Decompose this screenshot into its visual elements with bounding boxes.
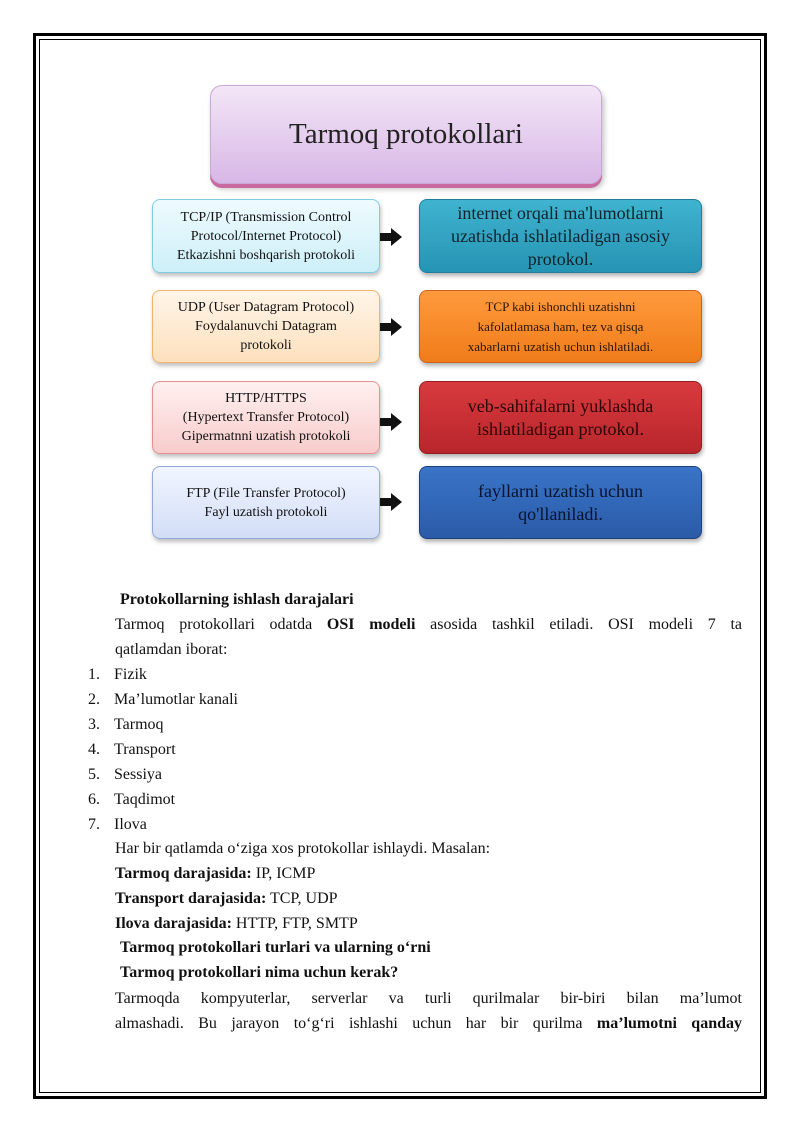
description-line: TCP kabi ishonchli uzatishni	[485, 298, 636, 314]
example-value: IP, ICMP	[251, 865, 316, 882]
list-item	[88, 712, 164, 737]
description-line: qo'llaniladi.	[518, 503, 603, 524]
description-box-http	[419, 381, 702, 454]
protocol-box-http	[152, 381, 380, 454]
description-box-tcpip	[419, 199, 702, 273]
list-item	[88, 787, 175, 812]
protocol-line: protokoli	[240, 338, 292, 353]
list-label: Ilova	[114, 816, 147, 833]
protocol-line: Fayl uzatish protokoli	[204, 504, 328, 520]
list-item	[88, 762, 162, 787]
protocol-box-ftp	[152, 466, 380, 539]
paragraph-line: Har bir qatlamda o‘ziga xos protokollar ishlaydi. Masalan:	[115, 840, 491, 857]
list-number: 5.	[88, 766, 100, 783]
arrow-right-icon	[380, 413, 402, 431]
list-label: Fizik	[114, 666, 147, 683]
example-line	[115, 861, 315, 886]
description-line: ishlatiladigan protokol.	[477, 418, 644, 439]
paragraph-line	[115, 1011, 742, 1036]
description-line: protokol.	[527, 248, 594, 269]
protocol-line: FTP (File Transfer Protocol)	[186, 485, 346, 501]
section-heading: Tarmoq protokollari turlari va ularning o‘rni	[120, 939, 431, 956]
arrow-right-icon	[380, 228, 402, 246]
example-line	[115, 886, 338, 911]
list-item	[88, 812, 147, 837]
description-line: fayllarni uzatish uchun	[478, 480, 643, 501]
diagram-title: Tarmoq protokollari	[210, 85, 602, 184]
protocol-line: HTTP/HTTPS	[225, 391, 307, 406]
example-label: Transport darajasida:	[115, 890, 267, 907]
protocol-line: TCP/IP (Transmission Control	[180, 209, 352, 225]
arrow-right-icon	[380, 318, 402, 336]
example-label: Tarmoq darajasida:	[115, 865, 252, 882]
example-value: TCP, UDP	[266, 890, 338, 907]
list-number: 1.	[88, 666, 100, 683]
list-label: Tarmoq	[114, 716, 164, 733]
text-run: Tarmoq protokollari odatda	[115, 616, 327, 633]
protocol-line: Etkazishni boshqarish protokoli	[176, 247, 356, 263]
protocol-line: Gipermatnni uzatish protokoli	[181, 429, 351, 444]
example-value: HTTP, FTP, SMTP	[231, 915, 358, 932]
example-line	[115, 911, 358, 936]
list-item	[88, 737, 176, 762]
section-heading: Tarmoq protokollari nima uchun kerak?	[120, 964, 399, 981]
text-run: almashadi. Bu jarayon to‘g‘ri ishlashi uchun har bir qurilma	[115, 1015, 597, 1032]
arrow-right-icon	[380, 493, 402, 511]
description-box-udp	[419, 290, 702, 363]
list-label: Transport	[114, 741, 176, 758]
protocol-line: (Hypertext Transfer Protocol)	[182, 410, 350, 425]
protocol-box-tcpip	[152, 199, 380, 273]
description-line: internet orqali ma'lumotlarni	[457, 202, 664, 223]
text-run-bold: ma’lumotni qanday	[596, 1015, 742, 1032]
protocol-line: Protocol/Internet Protocol)	[190, 228, 342, 244]
list-item	[88, 662, 147, 687]
description-line: veb-sahifalarni yuklashda	[467, 395, 654, 416]
list-number: 6.	[88, 791, 100, 808]
paragraph-line: Tarmoqda kompyuterlar, serverlar va turli qurilmalar bir-biri bilan ma’lumot	[115, 990, 742, 1007]
paragraph-line	[115, 612, 742, 637]
list-number: 4.	[88, 741, 100, 758]
list-item	[88, 687, 238, 712]
paragraph-line: qatlamdan iborat:	[115, 641, 228, 658]
protocol-line: Foydalanuvchi Datagram	[195, 319, 337, 334]
text-run: asosida tashkil etiladi. OSI modeli 7 ta	[415, 616, 743, 633]
description-line: xabarlarni uzatish uchun ishlatiladi.	[467, 338, 654, 354]
list-number: 3.	[88, 716, 100, 733]
section-heading: Protokollarning ishlash darajalari	[120, 591, 354, 608]
list-label: Sessiya	[114, 766, 162, 783]
list-label: Taqdimot	[114, 791, 176, 808]
text-run-bold: OSI modeli	[326, 616, 416, 633]
example-label: Ilova darajasida:	[115, 915, 232, 932]
list-number: 7.	[88, 816, 100, 833]
description-line: uzatishda ishlatiladigan asosiy	[451, 225, 670, 246]
list-number: 2.	[88, 691, 100, 708]
description-box-ftp	[419, 466, 702, 539]
protocol-box-udp	[152, 290, 380, 363]
protocol-line: UDP (User Datagram Protocol)	[177, 300, 355, 315]
description-line: kafolatlamasa ham, tez va qisqa	[477, 318, 644, 334]
list-label: Ma’lumotlar kanali	[114, 691, 238, 708]
